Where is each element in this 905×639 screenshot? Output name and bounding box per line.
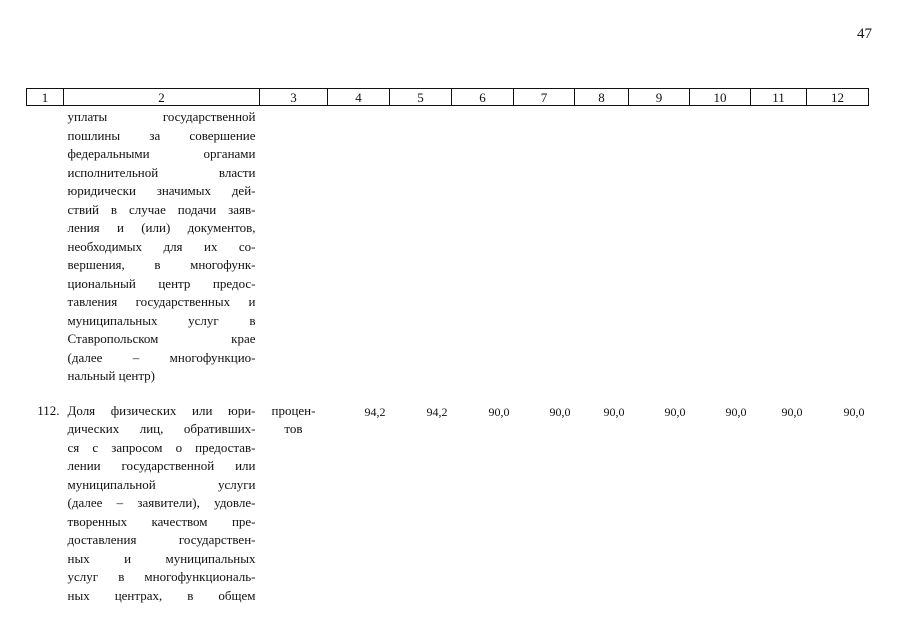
indicator-name-continued: уплаты государственной пошлины за совершение федеральными органами исполнительной власти юридически значимых дей- ствий в случае подачи заяв- ления и (или) документов, необходимых для их со- вершения, в многофунк- циональный центр предос- тавления государственных и муниципальных услуг в Ставропольском крае (далее – многофункцио- нальный центр) (67, 109, 256, 383)
value-cell: 94,2 (364, 404, 386, 419)
header-cell: 4 (328, 89, 390, 106)
unit-cell: процен- тов (271, 402, 316, 436)
header-cell: 8 (575, 89, 629, 106)
header-cell: 2 (64, 89, 260, 106)
header-cell: 6 (452, 89, 514, 106)
table-row-112 (27, 402, 869, 606)
value-cell: 90,0 (843, 404, 865, 419)
header-cell: 1 (27, 89, 64, 106)
value-cell: 94,2 (426, 404, 448, 419)
value-cell: 90,0 (549, 404, 571, 419)
header-cell: 7 (514, 89, 575, 106)
header-cell: 10 (690, 89, 751, 106)
header-cell: 12 (807, 89, 869, 106)
value-cell: 90,0 (488, 404, 510, 419)
header-cell: 11 (751, 89, 807, 106)
page-number: 47 (857, 26, 872, 42)
value-cell: 90,0 (725, 404, 747, 419)
row-number: 112. (37, 402, 60, 418)
value-cell: 90,0 (603, 404, 625, 419)
header-cell: 3 (260, 89, 328, 106)
value-cell: 90,0 (781, 404, 803, 419)
indicator-name: Доля физических или юри- дических лиц, обративших- ся с запросом о предостав- лении государственной или муниципальной услуги (далее – заявители), удовле- творенных качеством пре- доставления государствен- ных и муниципальных услуг в многофункциональ- ных центрах, в общем (67, 402, 256, 603)
header-cell: 9 (629, 89, 690, 106)
value-cell: 90,0 (664, 404, 686, 419)
table-row-continued (27, 106, 869, 386)
header-row (27, 89, 869, 106)
indicator-table (26, 88, 869, 605)
header-cell: 5 (390, 89, 452, 106)
